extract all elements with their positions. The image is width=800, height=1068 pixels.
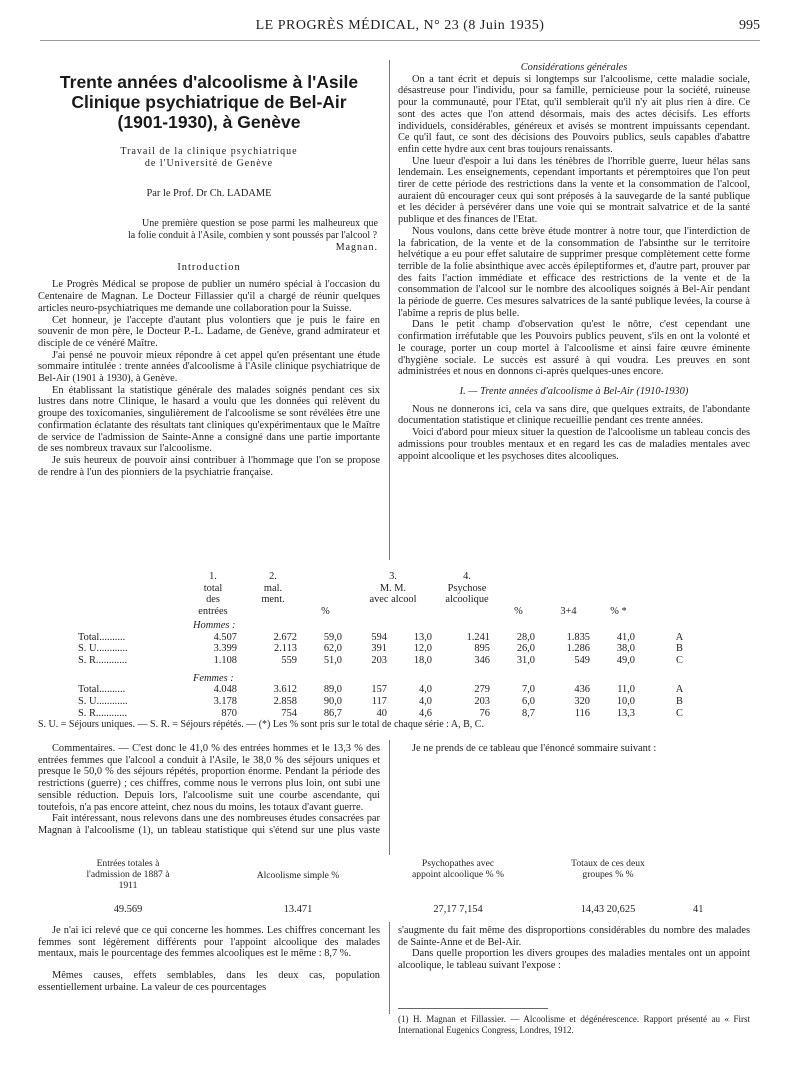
magnan-value-alcoolisme: 13.471: [283, 904, 313, 915]
table-cell: 3.178: [213, 696, 237, 708]
header-col-1: 1. total des entrées: [198, 571, 228, 618]
table-cell: 3.612: [273, 684, 297, 696]
table-cell: 4.048: [213, 684, 237, 696]
table-cell: 18,0: [413, 654, 432, 666]
column-divider-mid: [389, 740, 390, 855]
table-cell: 13,3: [616, 707, 635, 719]
page-number: 995: [739, 18, 760, 33]
table-cell: 3.399: [213, 643, 237, 655]
table-header-row: [78, 571, 718, 618]
table-cell: 2.672: [273, 631, 297, 643]
magnan-header-entries: Entrées totales à l'admission de 1887 à 1911: [86, 858, 170, 891]
magnan-value-total: 41: [693, 904, 704, 915]
footnote-rule: [398, 1008, 548, 1009]
section1-heading: I. — Trente années d'alcoolisme à Bel-Air (1910-1930): [459, 385, 689, 397]
magnan-value-psychopathes: 27,17 7,154: [433, 904, 483, 915]
table-cell: 895: [474, 643, 490, 655]
article-author: Par le Prof. Dr Ch. LADAME: [146, 188, 272, 199]
footnote: (1) H. Magnan et Fillassier. — Alcoolisme et dégénérescence. Rapport présenté au « First International Eugenics Congress, Londres, 1912.: [398, 1014, 750, 1035]
table-cell: 31,0: [516, 654, 535, 666]
table-cell: 41,0: [616, 631, 635, 643]
table-cell: 12,0: [413, 643, 432, 655]
considerations-heading: Considérations générales: [520, 62, 628, 73]
epigraph: Une première question se pose parmi les malheureux que la folie conduit à l'Asile, combien y sont poussés par l'alcool ? Magnan.: [128, 217, 378, 253]
article-subtitle: Travail de la clinique psychiatrique de l'Université de Genève: [120, 146, 298, 169]
table-cell: 10,0: [616, 696, 635, 708]
table-cell: 4.507: [213, 631, 237, 643]
table-row: [78, 684, 718, 696]
table-cell: 62,0: [323, 643, 342, 655]
table-cell: 26,0: [516, 643, 535, 655]
table-cell: 6,0: [522, 696, 535, 708]
column-divider-bottom: [389, 922, 390, 1014]
header-col-3: 3. M. M. avec alcool: [369, 571, 417, 606]
table-cell: B: [676, 643, 683, 655]
table-cell: A: [675, 631, 684, 643]
intro-text: Le Progrès Médical se propose de publier un numéro spécial à l'occasion du Centenaire de Magnan. Le Docteur Fillassier qu'il a chargé de réunir quelques articles neuro-psychiatriques me demande une collaboration pour la Suisse. Cet honneur, je l'accepte d'autant plus volontiers que je puis le faire en souvenir de mon père, le Docteur P.-L. Ladame, de Genève, grand admirateur et disciple de ce vénéré Maître. J'ai pensé ne pouvoir mieux répondre à cet appel qu'en présentant une étude sommaire intitulée : trente années d'alcoolisme à l'Asile clinique psychiatrique de Bel-Air (1901 à 1930), à Genève. En établissant la statistique générale des malades soignés pendant ces six lustres dans notre Clinique, le hasard a voulu que les données qui relèvent du groupe des toxicomanies, singulièrement de l'alcoolisme se sont révélées être une confirmation éclatante des résultats tant cliniques qu'expérimentaux que le Maître de service de l'admission de Sainte-Anne a consigné dans une partie importante de ses nombreux travaux sur l'alcoolisme. Je suis heureux de pouvoir ainsi contribuer à l'hommage que l'on se propose de rendre à l'un des pionniers de la psychiatrie française.: [38, 279, 380, 478]
admissions-table: [78, 571, 718, 719]
table-cell: 203: [371, 654, 387, 666]
table-legend: S. U. = Séjours uniques. — S. R. = Séjours répétés. — (*) Les % sont pris sur le total de chaque série : A, B, C.: [38, 719, 484, 730]
table-cell: 4,6: [419, 707, 432, 719]
table-cell: 38,0: [616, 643, 635, 655]
row-label: S. U............: [78, 643, 128, 655]
table-cell: 1.108: [213, 654, 237, 666]
table-cell: 117: [371, 696, 387, 708]
table-cell: 1.241: [466, 631, 490, 643]
table-row: [78, 632, 718, 644]
table-cell: 28,0: [516, 631, 535, 643]
table-cell: 116: [574, 707, 590, 719]
table-row: [78, 708, 718, 720]
table-cell: 59,0: [323, 631, 342, 643]
header-pct-star: % *: [610, 606, 627, 618]
table-cell: 7,0: [522, 684, 535, 696]
table-cell: 320: [574, 696, 590, 708]
right-column-top: Considérations générales On a tant écrit et depuis si longtemps sur l'alcoolisme, cette maladie sociale, désastreuse pour l'individu, pour sa famille, pernicieuse pour la société, ruineuse pour la communauté, pour l'Etat, qu'il semblerait qu'il n'y ait plus rien à dire. Ce sont des actes que l'on attend désormais, mais des actes décisifs. Les efforts individuels, considérables, généreux et avisés se montrent impuissants cependant. Ce qu'il faut, ce sont des décisions des Pouvoirs publics, seuls capables d'abattre enfin cette hydre aux cent bras toujours renaissants. Une lueur d'espoir a lui dans les ténèbres de l'horrible guerre, lueur hélas sans lendemain. Les enseignements, cependant importants et péremptoires que l'on peut tirer de cette période des restrictions dans la vente et la consommation de l'alcool, auraient dû encourager ceux qui sont préposés à la sauvegarde de la santé publique et les décider à persévérer dans une voie qui se montrait salvatrice et de la santé publique et des finances de l'Etat. Nous voulons, dans cette brève étude montrer à notre tour, que l'interdiction de la fabrication, de la vente et de la consommation de l'absinthe sur le territoire helvétique a eu pour effet salutaire de supprimer presque complètement cette forme terrible de la folie absinthique avec accès épileptiformes et, d'autre part, prouver par des faits l'action immédiate et efficace des restrictions de la vente et de la consommation de l'alcool sur le nombre des alcooliques soignés à Bel-Air pendant la période de guerre. Ces mesures salvatrices de la santé publique levées, la course à l'abîme a repris de plus belle. Dans le petit champ d'observation qu'est le nôtre, c'est cependant une confirmation irréfutable que les Pouvoirs publics peuvent, s'ils en ont la volonté et le courage, porter un coup mortel à l'alcoolisme et ainsi faire œuvre éminente d'hygiène sociale. Le succès est assuré à qui voudra. Les preuves en sont administrées et nous en donnons ci-après quelques-unes encore. I. — Trente années d'alcoolisme à Bel-Air (1910-1930) Nous ne donnerons ici, cela va sans dire, que quelques extraits, de l'abondante documentation statistique et clinique recueillie pendant ces trente années. Voici d'abord pour mieux situer la question de l'alcoolisme un tableau concis des admissions pour troubles mentaux et en regard les cas de maladies mentales avec appoint alcoolique et les psychoses dites alcooliques.: [398, 62, 750, 462]
table-cell: 549: [574, 654, 590, 666]
table-cell: 870: [221, 707, 237, 719]
table-cell: C: [676, 707, 683, 719]
journal-title: LE PROGRÈS MÉDICAL, N° 23 (8 Juin 1935): [255, 18, 545, 33]
table-cell: 279: [474, 684, 490, 696]
running-header: [40, 18, 760, 41]
row-label: Total..........: [78, 684, 126, 696]
table-cell: A: [675, 684, 684, 696]
table-cell: 76: [479, 707, 490, 719]
table-row: [78, 655, 718, 667]
closing-right: s'augmente du fait même des disproportions considérables du nombre des malades de Sainte-Anne et de Bel-Air. Dans quelle proportion les divers groupes des maladies mentales ont un appoint alcoolique, le tableau suivant l'expose :: [398, 925, 750, 972]
table-cell: 90,0: [323, 696, 342, 708]
magnan-header-alcoolisme: Alcoolisme simple %: [256, 870, 340, 881]
table-cell: 346: [474, 654, 490, 666]
table-cell: C: [676, 654, 683, 666]
column-divider-top: [389, 60, 390, 560]
table-cell: 203: [474, 696, 490, 708]
table-cell: 2.858: [273, 696, 297, 708]
header-pct-3: %: [514, 606, 523, 618]
article-title: Trente années d'alcoolisme à l'Asile Clinique psychiatrique de Bel-Air (1901-1930), à Genève: [59, 72, 359, 132]
row-label: S. R............: [78, 707, 128, 719]
table-cell: 89,0: [323, 684, 342, 696]
magnan-value-totaux: 14,43 20,625: [580, 904, 636, 915]
table-cell: 13,0: [413, 631, 432, 643]
table-cell: 11,0: [617, 684, 635, 696]
group-label-femmes: Femmes :: [193, 672, 234, 684]
table-cell: 8,7: [522, 707, 535, 719]
table-cell: 4,0: [419, 684, 432, 696]
admissions-table-grid: [78, 571, 718, 719]
closing-left: Je n'ai ici relevé que ce qui concerne les hommes. Les chiffres concernant les femmes sont légèrement différents pour l'appoint alcoolique des malades mentaux, mais le pourcentage des femmes alcooliques est le même : 8,7 %. Mêmes causes, effets semblables, dans les deux cas, population essentiellement urbaine. La valeur de ces pourcentages: [38, 925, 380, 993]
commentaires-para-2-start: Fait intéressant, nous relevons dans une des nombreuses études consacrées par Magnan à l'alcoolisme (1), un tableau statistique qui s'étend sur une plus vaste: [38, 813, 380, 836]
table-cell: 1.286: [566, 643, 590, 655]
header-col-2: 2. mal. ment.: [261, 571, 285, 606]
table-cell: 4,0: [419, 696, 432, 708]
table-cell: 436: [574, 684, 590, 696]
commentaires-continued: Je ne prends de ce tableau que l'énoncé sommaire suivant :: [412, 743, 657, 754]
table-cell: 391: [371, 643, 387, 655]
table-cell: 754: [281, 707, 297, 719]
header-pct-1: %: [321, 606, 330, 618]
table-row: [78, 696, 718, 708]
magnan-header-psychopathes: Psychopathes avec appoint alcoolique % %: [412, 858, 504, 880]
row-label: S. U............: [78, 696, 128, 708]
magnan-value-entries: 49.569: [113, 904, 143, 915]
table-cell: 40: [376, 707, 387, 719]
table-row: [78, 643, 718, 655]
group-label-hommes: Hommes :: [193, 619, 236, 631]
row-label: S. R............: [78, 654, 128, 666]
table-cell: B: [676, 696, 683, 708]
magnan-header-totaux: Totaux de ces deux groupes % %: [571, 858, 645, 880]
table-cell: 594: [371, 631, 387, 643]
commentaires-text: Commentaires. — C'est donc le 41,0 % des entrées hommes et le 13,3 % des entrées femmes que l'alcool a conduit à l'Asile, le 38,0 % des séjours uniques et presque le 50,0 % des séjours répétés, proportion énorme. Pendant la période des restrictions (guerre) ; ces chiffres, comme nous le verrons plus loin, ont subi une sensible réduction. Depuis lors, l'alcoolisme suit une courbe ascendante, qui toutefois, n'a pas encore atteint, chez nous du moins, les totaux d'avant guerre. Fait intéressant, nous relevons dans une des nombreuses études consacrées par Magnan à l'alcoolisme (1), un tableau statistique qui s'étend sur une plus vaste: [38, 743, 380, 836]
row-label: Total..........: [78, 631, 126, 643]
intro-heading: Introduction: [177, 261, 241, 273]
table-cell: 49,0: [616, 654, 635, 666]
table-cell: 1.835: [566, 631, 590, 643]
header-sum: 3+4: [560, 606, 577, 618]
table-cell: 51,0: [323, 654, 342, 666]
header-col-4: 4. Psychose alcoolique: [445, 571, 489, 606]
table-cell: 86,7: [323, 707, 342, 719]
table-cell: 559: [281, 654, 297, 666]
table-cell: 157: [371, 684, 387, 696]
table-cell: 2.113: [274, 643, 297, 655]
left-column-top: [38, 72, 380, 478]
